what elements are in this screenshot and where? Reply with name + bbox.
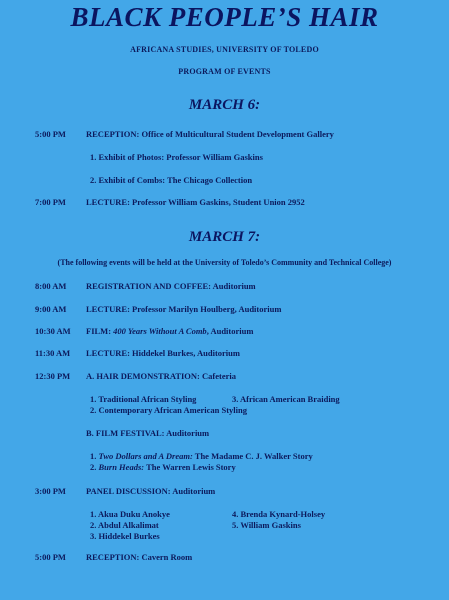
event-text: LECTURE: Professor Marilyn Houlberg, Auditorium	[86, 304, 282, 314]
event-subitem: 1. Exhibit of Photos: Professor William Gaskins	[90, 152, 263, 162]
event-section-a: A. HAIR DEMONSTRATION: Cafeteria	[86, 371, 236, 381]
film-subtitle: The Warren Lewis Story	[144, 462, 236, 472]
event-subitem: 2. Contemporary African American Styling	[90, 405, 247, 415]
page-title: BLACK PEOPLE’S HAIR	[70, 2, 379, 32]
list-number: 2.	[90, 462, 99, 472]
event-time: 9:00 AM	[35, 304, 67, 314]
event-subitem: 3. African American Braiding	[232, 394, 340, 404]
film-title: Burn Heads:	[98, 462, 145, 472]
panelist: 5. William Gaskins	[232, 520, 301, 530]
film-title: Two Dollars and A Dream:	[98, 451, 193, 461]
panelist: 3. Hiddekel Burkes	[90, 531, 160, 541]
location-note: (The following events will be held at the University of Toledo’s Community and Technical College)	[57, 258, 392, 267]
event-time: 10:30 AM	[35, 326, 71, 336]
film-location: , Auditorium	[206, 326, 254, 336]
date-march-7: MARCH 7:	[188, 229, 261, 245]
event-time: 8:00 AM	[35, 281, 67, 291]
event-section-b: B. FILM FESTIVAL: Auditorium	[86, 428, 210, 438]
event-time: 3:00 PM	[35, 486, 66, 496]
event-subitem: 1. Traditional African Styling	[90, 394, 197, 404]
event-time: 12:30 PM	[35, 371, 71, 381]
event-subitem-film	[90, 462, 236, 472]
event-time: 7:00 PM	[35, 197, 66, 207]
event-text: RECEPTION: Office of Multicultural Student Development Gallery	[86, 129, 334, 139]
event-time: 5:00 PM	[35, 129, 66, 139]
event-text: RECEPTION: Cavern Room	[86, 552, 193, 562]
event-text: LECTURE: Hiddekel Burkes, Auditorium	[86, 348, 240, 358]
program-heading: PROGRAM OF EVENTS	[178, 67, 271, 76]
panelist: 4. Brenda Kynard-Holsey	[232, 509, 326, 519]
event-text: LECTURE: Professor William Gaskins, Student Union 2952	[86, 197, 305, 207]
panelist: 1. Akua Duku Anokye	[90, 509, 170, 519]
event-subitem: 2. Exhibit of Combs: The Chicago Collection	[90, 175, 253, 185]
event-text: REGISTRATION AND COFFEE: Auditorium	[86, 281, 256, 291]
date-march-6: MARCH 6:	[188, 97, 261, 113]
film-title: 400 Years Without A Comb	[113, 326, 207, 336]
event-time: 11:30 AM	[35, 348, 71, 358]
film-label: FILM:	[86, 326, 114, 336]
list-number: 1.	[90, 451, 99, 461]
event-text-film	[86, 326, 253, 336]
film-subtitle: The Madame C. J. Walker Story	[192, 451, 313, 461]
organizer: AFRICANA STUDIES, UNIVERSITY OF TOLEDO	[130, 45, 319, 54]
event-text: PANEL DISCUSSION: Auditorium	[86, 486, 216, 496]
panelist: 2. Abdul Alkalimat	[90, 520, 159, 530]
event-subitem-film	[90, 451, 313, 461]
event-time: 5:00 PM	[35, 552, 66, 562]
